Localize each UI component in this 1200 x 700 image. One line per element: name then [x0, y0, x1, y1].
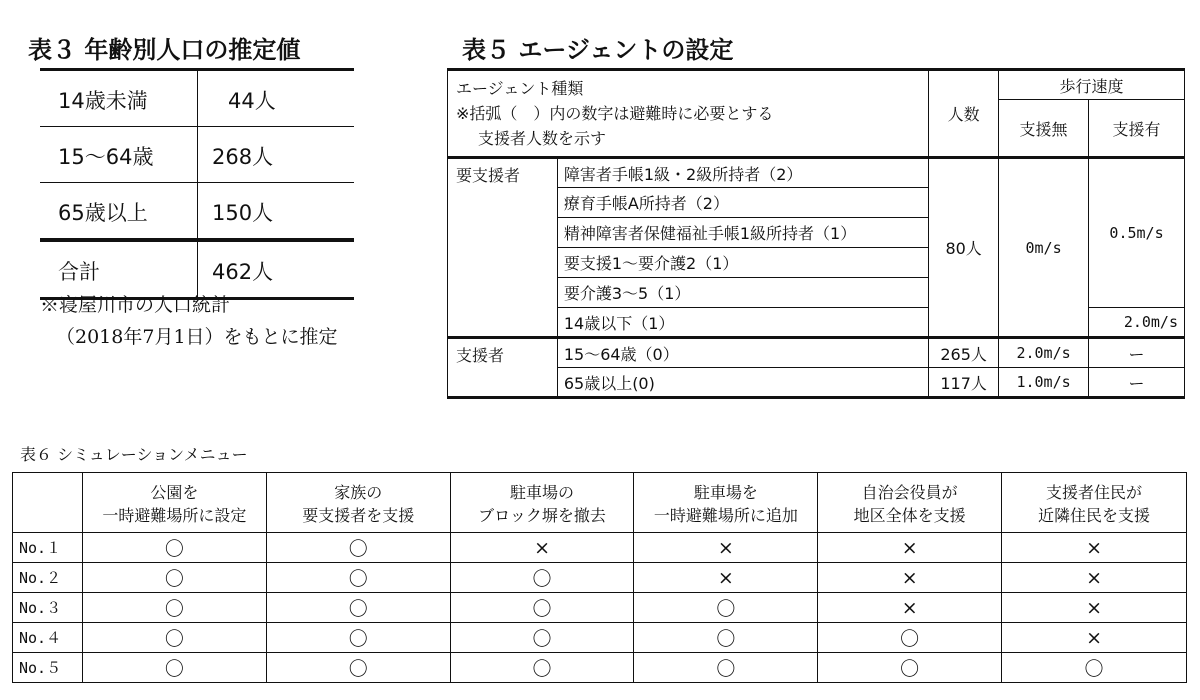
needs-row: 療育手帳A所持者（2）: [557, 188, 928, 218]
table6-cell: 〇: [266, 593, 450, 623]
table6-col-header: 駐車場の ブロック塀を撤去: [450, 473, 634, 533]
table6-col-header: 駐車場を 一時避難場所に追加: [634, 473, 818, 533]
supporters-row-speed: 1.0m/s: [999, 368, 1089, 398]
table3-note-line1: ※寝屋川市の人口統計: [40, 294, 231, 316]
table6-row-label: No.１: [13, 533, 83, 563]
table6-cell: 〇: [450, 653, 634, 683]
needs-row: 14歳以下（1）: [557, 308, 928, 338]
table6-cell: 〇: [450, 623, 634, 653]
supporters-row-support: ー: [1089, 368, 1185, 398]
table6-cell: 〇: [450, 563, 634, 593]
table3-row-value: 268人: [212, 145, 274, 169]
table6-cell: ×: [818, 593, 1002, 623]
table6-col-header: 自治会役員が 地区全体を支援: [818, 473, 1002, 533]
table6-cell: ×: [634, 533, 818, 563]
table6-cell: 〇: [266, 623, 450, 653]
needs-count: 80人: [929, 158, 999, 338]
supporters-row-count: 265人: [929, 338, 999, 368]
table6-cell: 〇: [634, 593, 818, 623]
table6-col-header: 公園を 一時避難場所に設定: [82, 473, 266, 533]
table6-row: [13, 623, 1187, 653]
needs-row: 要支援1〜要介護2（1）: [557, 248, 928, 278]
table6-cell: ×: [1002, 623, 1187, 653]
table6-title: 表６ シミュレーションメニュー: [20, 445, 248, 464]
table6-cell: ×: [818, 563, 1002, 593]
table6-cell: 〇: [266, 653, 450, 683]
agent-type-note-line2: 支援者人数を示す: [478, 129, 607, 148]
table6-cell: ×: [1002, 563, 1187, 593]
table6-cell: 〇: [266, 563, 450, 593]
table6-row: [13, 563, 1187, 593]
needs-row: 要介護3〜5（1）: [557, 278, 928, 308]
table6-cell: 〇: [818, 653, 1002, 683]
needs-row: 精神障害者保健福祉手帳1級所持者（1）: [557, 218, 928, 248]
supporters-row-support: ー: [1089, 338, 1185, 368]
table6-cell: 〇: [634, 653, 818, 683]
supporters-row-type: 65歳以上(0): [557, 368, 928, 398]
table6-cell: ×: [1002, 593, 1187, 623]
table6-cell: 〇: [82, 623, 266, 653]
table6-col-header: 支援者住民が 近隣住民を支援: [1002, 473, 1187, 533]
table6-cell: 〇: [82, 563, 266, 593]
needs-no-support-speed: 0m/s: [999, 158, 1089, 338]
table6-corner: [13, 473, 83, 533]
table5-header-count: 人数: [929, 70, 999, 158]
table3-title: 表３ 年齢別人口の推定値: [28, 36, 301, 64]
table6-row: [13, 533, 1187, 563]
table3-row-label: 65歳以上: [58, 201, 148, 225]
table5-title: 表５ エージェントの設定: [462, 36, 734, 64]
table5-header-no-support: 支援無: [999, 100, 1089, 158]
table3-row-label: 15〜64歳: [58, 145, 154, 169]
table3-row-label: 14歳未満: [58, 89, 148, 113]
table5-header-walk-speed: 歩行速度: [999, 70, 1185, 100]
table6-row: [13, 593, 1187, 623]
table6-cell: ×: [450, 533, 634, 563]
table6-cell: 〇: [82, 653, 266, 683]
needs-with-support-speed-last: 2.0m/s: [1089, 308, 1185, 338]
agent-type-label: エージェント種類: [456, 79, 584, 98]
table6-cell: 〇: [1002, 653, 1187, 683]
table6-col-header: 家族の 要支援者を支援: [266, 473, 450, 533]
table3-row: [40, 183, 354, 239]
table3-total-label: 合計: [58, 260, 100, 284]
table3-row-value: 44人: [228, 89, 276, 113]
table6-cell: 〇: [82, 533, 266, 563]
table6-cell: 〇: [82, 593, 266, 623]
table6-cell: ×: [818, 533, 1002, 563]
table6-cell: 〇: [818, 623, 1002, 653]
table3: [40, 68, 354, 300]
needs-row: 障害者手帳1級・2級所持者（2）: [557, 158, 928, 188]
supporters-row-count: 117人: [929, 368, 999, 398]
needs-with-support-speed: 0.5m/s: [1089, 158, 1185, 308]
supporters-group-label: 支援者: [448, 338, 558, 398]
table6-cell: 〇: [450, 593, 634, 623]
table5-header-agent-type: [448, 70, 929, 158]
table6-row: [13, 653, 1187, 683]
table6-cell: 〇: [634, 623, 818, 653]
table3-row-value: 150人: [212, 201, 274, 225]
table3-row: [40, 68, 354, 127]
table6-cell: 〇: [266, 533, 450, 563]
needs-group-label: 要支援者: [448, 158, 558, 338]
table6-row-label: No.３: [13, 593, 83, 623]
table5-header-with-support: 支援有: [1089, 100, 1185, 158]
supporters-row-speed: 2.0m/s: [999, 338, 1089, 368]
table3-total-value: 462人: [212, 260, 274, 284]
table6-row-label: No.４: [13, 623, 83, 653]
supporters-row-type: 15〜64歳（0）: [557, 338, 928, 368]
table6-row-label: No.２: [13, 563, 83, 593]
table3-row: [40, 127, 354, 183]
table6-cell: ×: [1002, 533, 1187, 563]
table6: [12, 472, 1187, 683]
table5: [447, 68, 1185, 399]
table3-note-line2: （2018年7月1日）をもとに推定: [56, 326, 338, 348]
table6-cell: ×: [634, 563, 818, 593]
agent-type-note-line1: ※括弧（ ）内の数字は避難時に必要とする: [456, 104, 774, 123]
table6-row-label: No.５: [13, 653, 83, 683]
